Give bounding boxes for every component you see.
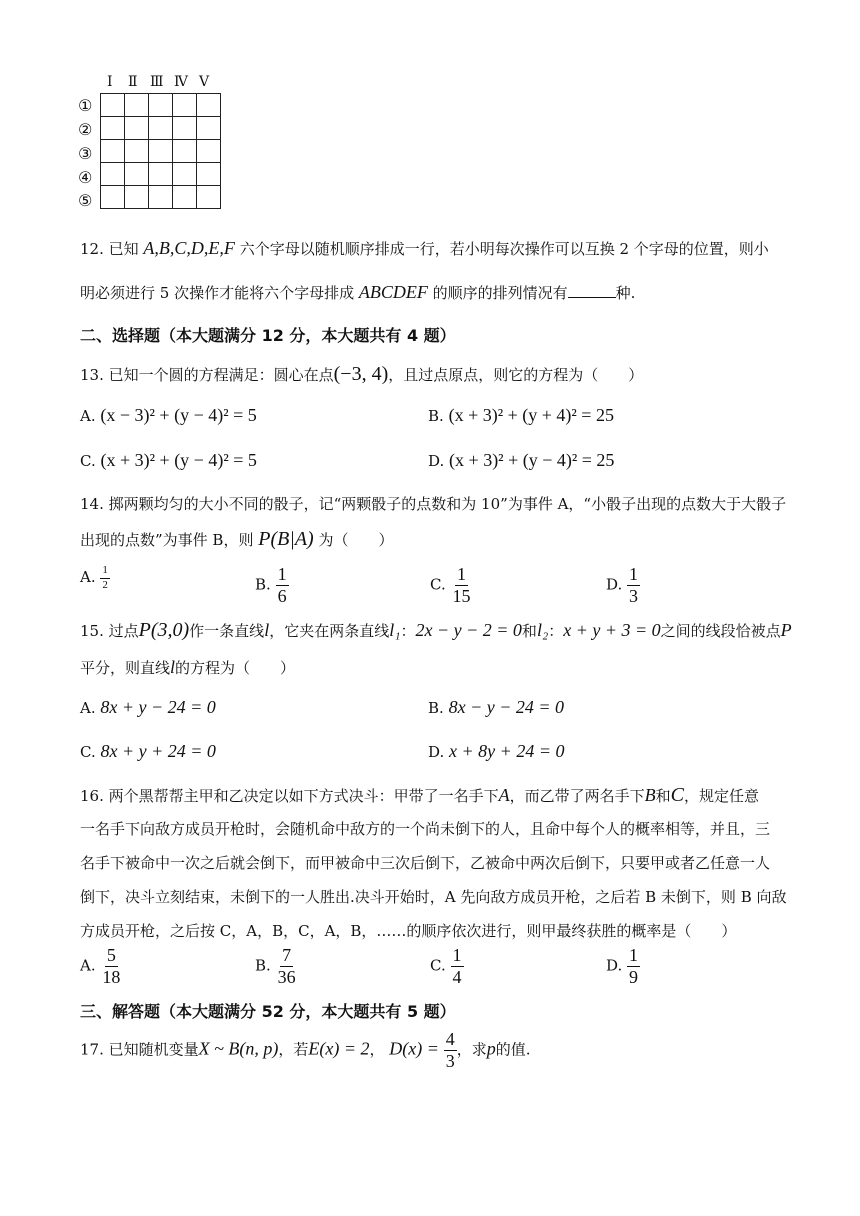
line-symbol: l₁: [389, 620, 401, 640]
q14-option-c: [430, 565, 473, 606]
q13-text: 13. 已知一个圆的方程满足：圆心在点: [80, 366, 334, 384]
option-label: C.: [430, 575, 446, 594]
q17-text: 17. 已知随机变量: [80, 1040, 199, 1059]
fraction: [276, 946, 298, 987]
denominator: 3: [445, 1050, 455, 1071]
numerator: 1: [452, 945, 462, 965]
q12-text2: 明必须进行 5 次操作才能将六个字母排成: [80, 284, 355, 302]
line-symbol: l₂: [536, 620, 549, 640]
q15-option-b: [428, 697, 564, 718]
line-symbol: l: [264, 620, 270, 640]
grid-row-label: ④: [78, 168, 93, 187]
q14-option-a: [80, 565, 110, 591]
question-15-line1: [80, 619, 792, 642]
grid-table: [100, 93, 221, 209]
q15-option-c: [80, 741, 216, 762]
option-label: D.: [428, 743, 445, 761]
grid-row-label: ③: [78, 144, 93, 163]
q17-dx: D(x) =: [389, 1038, 439, 1059]
question-15-line2: [80, 657, 295, 678]
q16-option-a: [80, 946, 122, 987]
q15-and: 和: [521, 622, 537, 640]
line-symbol: l: [170, 657, 176, 677]
numerator: 7: [282, 945, 292, 965]
q15-text6: 的方程为（ ）: [175, 659, 296, 677]
q13-point: (−3, 4): [333, 363, 389, 385]
q13-option-a: [80, 405, 257, 426]
option-label: A.: [80, 956, 96, 975]
q14-prob: P(B|A): [258, 528, 314, 550]
q12-letters: A,B,C,D,E,F: [143, 238, 235, 258]
q17-text2: ，若: [278, 1040, 309, 1059]
denominator: 4: [452, 966, 462, 987]
grid-row-label: ⑤: [78, 191, 93, 210]
option-label: B.: [255, 575, 271, 594]
q17-text3: ，求: [456, 1040, 487, 1059]
point-symbol: P: [780, 620, 792, 640]
option-content: 8x + y + 24 = 0: [100, 741, 216, 761]
denominator: 3: [629, 585, 639, 606]
q12-text: 六个字母以随机顺序排成一行，若小明每次操作可以互换 2 个字母的位置，则小: [239, 240, 769, 258]
q15-option-a: [80, 697, 216, 718]
question-12-line2: [80, 282, 635, 303]
q15-point: P(3,0): [138, 619, 190, 641]
numerator: 1: [629, 564, 639, 584]
q13-option-d: [428, 450, 614, 471]
option-label: C.: [80, 743, 96, 761]
fraction: [451, 565, 473, 606]
denominator: 2: [102, 578, 108, 591]
q15-eq1: 2x − y − 2 = 0: [415, 620, 522, 640]
fraction: [444, 1030, 457, 1071]
answer-blank: [568, 283, 616, 298]
q17-p: p: [486, 1038, 496, 1059]
denominator: 36: [277, 966, 296, 987]
q15-text3: ，它夹在两条直线: [269, 622, 390, 640]
option-label: B.: [428, 699, 444, 717]
q16-option-d: [606, 946, 640, 987]
grid-row-label: ①: [78, 96, 93, 115]
question-12-line1: [80, 238, 769, 259]
q16-symbol: A: [498, 785, 510, 805]
question-13-stem: [80, 363, 643, 386]
q13-option-b: [428, 405, 614, 426]
section-heading-3: 三、解答题（本大题满分 52 分，本大题共有 5 题）: [80, 1002, 456, 1021]
q15-text2: 作一条直线: [189, 622, 265, 640]
numerator: 4: [445, 1029, 455, 1049]
option-label: D.: [428, 452, 445, 470]
q14-option-b: [255, 565, 289, 606]
option-label: B.: [428, 407, 444, 425]
q16-option-c: [430, 946, 464, 987]
numerator: 1: [629, 945, 639, 965]
q12-text4: 种.: [615, 284, 636, 302]
q16-symbol: C: [670, 784, 685, 806]
fraction: [627, 946, 640, 987]
q15-text5: 平分，则直线: [80, 659, 171, 677]
option-content: (x + 3)² + (y − 4)² = 25: [449, 450, 615, 470]
q15-eq2: x + y + 3 = 0: [563, 620, 661, 640]
q13-option-c: [80, 450, 257, 471]
numerator: 1: [100, 565, 110, 579]
denominator: 9: [629, 966, 639, 987]
denominator: 15: [452, 585, 471, 606]
q16-and: 和: [655, 787, 671, 805]
fraction: [276, 565, 289, 606]
denominator: 18: [102, 966, 121, 987]
option-label: A.: [80, 407, 96, 425]
q16-text2: ，而乙带了两名手下: [509, 787, 645, 805]
q15-colon: ：: [400, 622, 416, 640]
q12-text3: 的顺序的排列情况有: [432, 284, 568, 302]
question-16-line3: 名手下被命中一次之后就会倒下，而甲被命中三次后倒下，乙被命中两次后倒下，只要甲或者乙任意一人: [80, 854, 771, 872]
q16-text: 16. 两个黑帮帮主甲和乙决定以如下方式决斗：甲带了一名手下: [80, 787, 499, 805]
numerator: 1: [457, 564, 466, 584]
option-label: A.: [80, 568, 96, 587]
option-label: C.: [430, 956, 446, 975]
q15-option-d: [428, 741, 564, 762]
q14-text2: 为（ ）: [318, 531, 394, 549]
grid-col-label: Ⅴ: [199, 75, 210, 90]
section-heading-2: 二、选择题（本大题满分 12 分，本大题共有 4 题）: [80, 326, 456, 345]
option-content: 8x − y − 24 = 0: [448, 697, 564, 717]
option-content: 8x + y − 24 = 0: [100, 697, 216, 717]
fraction: [100, 946, 122, 987]
option-label: C.: [80, 452, 96, 470]
grid-col-label: Ⅳ: [174, 75, 188, 90]
q17-comma: ，: [369, 1040, 385, 1059]
grid-col-label: Ⅰ: [107, 75, 113, 90]
q13-text2: ，且过点原点，则它的方程为（ ）: [388, 366, 644, 384]
option-label: B.: [255, 956, 271, 975]
q17-ex: E(x) = 2: [308, 1038, 370, 1059]
option-content: (x + 3)² + (y + 4)² = 25: [448, 405, 614, 425]
grid-col-label: Ⅱ: [128, 75, 138, 90]
grid-col-label: Ⅲ: [150, 75, 164, 90]
question-14-line2: [80, 528, 394, 551]
grid-row-label: ②: [78, 120, 93, 139]
q12-number: 12. 已知: [80, 240, 139, 258]
q16-option-b: [255, 946, 298, 987]
fraction: [100, 565, 110, 591]
denominator: 6: [277, 585, 287, 606]
option-content: (x − 3)² + (y − 4)² = 5: [100, 405, 257, 425]
q16-symbol: B: [644, 785, 656, 805]
q17-text4: 的值.: [495, 1040, 531, 1059]
question-14-line1: 14. 掷两颗均匀的大小不同的骰子，记“两颗骰子的点数和为 10”为事件 A，“小骰子出现的点数大于大骰子: [80, 495, 787, 513]
option-content: (x + 3)² + (y − 4)² = 5: [100, 450, 257, 470]
question-16-line2: 一名手下向敌方成员开枪时，会随机命中敌方的一个尚未倒下的人，且命中每个人的概率相等，并且，三: [80, 820, 771, 838]
question-17: [80, 1030, 530, 1071]
question-16-line4: 倒下，决斗立刻结束，未倒下的一人胜出.决斗开始时，A 先向敌方成员开枪，之后若 B 未倒下，则 B 向敌: [80, 888, 787, 906]
q14-text: 出现的点数”为事件 B，则: [80, 531, 254, 549]
fraction: [627, 565, 640, 606]
q17-dist: X ~ B(n, p): [198, 1038, 279, 1059]
fraction: [451, 946, 464, 987]
option-content: x + 8y + 24 = 0: [449, 741, 565, 761]
option-label: D.: [606, 956, 623, 975]
q15-text4: 之间的线段恰被点: [660, 622, 781, 640]
question-16-line5: 方成员开枪，之后按 C，A，B，C，A，B，……的顺序依次进行，则甲最终获胜的概率是（ ）: [80, 922, 737, 940]
numerator: 1: [277, 564, 287, 584]
q15-colon: ：: [548, 622, 564, 640]
q15-text: 15. 过点: [80, 622, 139, 640]
q12-target: ABCDEF: [358, 282, 428, 302]
q16-text3: ，规定任意: [684, 787, 760, 805]
question-16-line1: [80, 784, 759, 807]
option-label: A.: [80, 699, 96, 717]
q14-option-d: [606, 565, 640, 606]
option-label: D.: [606, 575, 623, 594]
numerator: 5: [106, 945, 116, 965]
